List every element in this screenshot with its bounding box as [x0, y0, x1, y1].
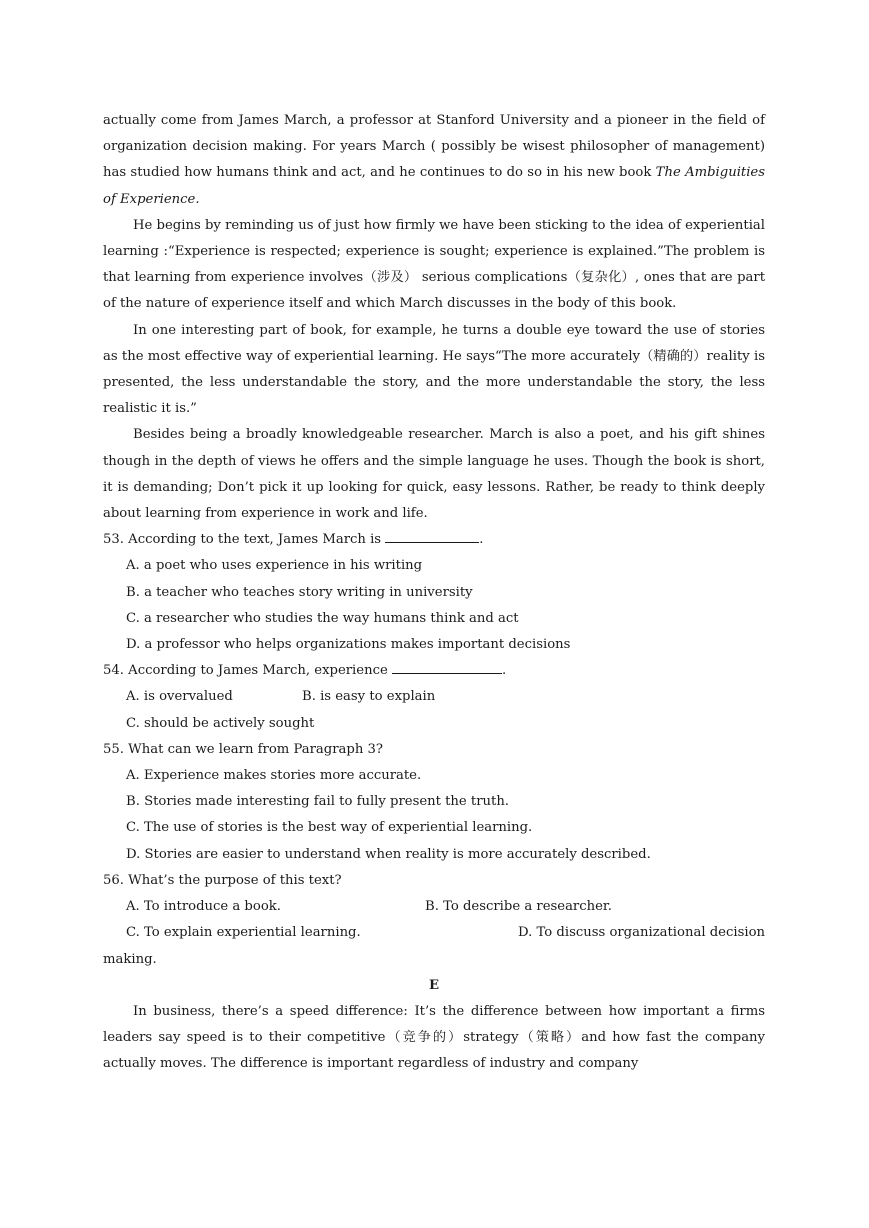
passage-d-paragraph-3: In one interesting part of book, for example, he turns a double eye toward the use of stories as the most effective way of experiential learning. He says“The more accurately（精确的）reality is presented, the less understandable the story, and the more understandable the story, the less realistic it is.”	[103, 322, 765, 417]
passage-d-paragraph-1	[103, 108, 765, 213]
question-stem-text: 54. According to James March, experience	[103, 663, 392, 679]
question-55-option-a: A. Experience makes stories more accurate.	[126, 768, 422, 784]
question-56-option-a: A. To introduce a book.	[126, 899, 281, 915]
question-stem-end: .	[501, 663, 507, 679]
question-56-options-row-1	[103, 894, 765, 920]
question-55-option-b: B. Stories made interesting fail to fully present the truth.	[126, 794, 510, 810]
question-56-option-d: D. To discuss organizational decision	[518, 925, 765, 941]
book-title: The Ambiguities of Experience.	[103, 165, 766, 207]
question-54-option-b: B. is easy to explain	[302, 689, 436, 705]
question-55-option-d: D. Stories are easier to understand when reality is more accurately described.	[126, 846, 651, 862]
passage-e-heading: E	[428, 977, 440, 993]
question-53-stem	[103, 527, 765, 553]
paragraph-text: actually come from James March, a professor at Stanford University and a pioneer in the field of organization decision making. For years March ( possibly be wisest philosopher of management) has studied how humans think and act, and he continues to do so in his new book	[103, 113, 765, 181]
answer-blank	[385, 528, 479, 543]
question-stem-end: .	[479, 532, 484, 548]
question-56-option-b: B. To describe a researcher.	[425, 899, 612, 915]
document-page	[103, 108, 765, 1078]
question-56-stem: 56. What’s the purpose of this text?	[103, 872, 342, 888]
question-55-option-c: C. The use of stories is the best way of experiential learning.	[126, 820, 533, 836]
question-56-options-row-2	[103, 920, 765, 946]
question-54-option-c: C. should be actively sought	[126, 715, 315, 731]
passage-d-paragraph-4: Besides being a broadly knowledgeable researcher. March is also a poet, and his gift shines though in the depth of views he offers and the simple language he uses. Though the book is short, it is demanding; Don’t pick it up looking for quick, easy lessons. Rather, be ready to think deeply about learning from experience in work and life.	[103, 427, 765, 522]
question-53-option-c: C. a researcher who studies the way humans think and act	[126, 610, 519, 626]
passage-e-paragraph-1: In business, there’s a speed difference: It’s the difference between how important a firms leaders say speed is to their competitive（竞争的）strategy（策略）and how fast the company actually moves. The difference is important regardless of industry and company	[103, 1003, 765, 1072]
question-55-stem: 55. What can we learn from Paragraph 3?	[103, 741, 383, 757]
question-54-option-a: A. is overvalued	[126, 689, 233, 705]
question-54-stem	[103, 658, 765, 684]
passage-d-paragraph-2: He begins by reminding us of just how firmly we have been sticking to the idea of experiential learning :“Experience is respected; experience is sought; experience is explained.”The problem is that learning from experience involves（涉及） serious complications（复杂化）, ones that are part of the nature of experience itself and which March discusses in the body of this book.	[103, 217, 765, 312]
question-stem-text: 53. According to the text, James March is	[103, 532, 386, 548]
question-53-option-a: A. a poet who uses experience in his writing	[126, 558, 423, 574]
question-56-option-d-continued: making.	[103, 951, 157, 967]
answer-blank	[392, 659, 502, 674]
question-56-option-c: C. To explain experiential learning.	[126, 925, 361, 941]
question-53-option-d: D. a professor who helps organizations makes important decisions	[126, 637, 571, 653]
question-54-options-row	[103, 684, 765, 710]
question-53-option-b: B. a teacher who teaches story writing in university	[126, 584, 473, 600]
